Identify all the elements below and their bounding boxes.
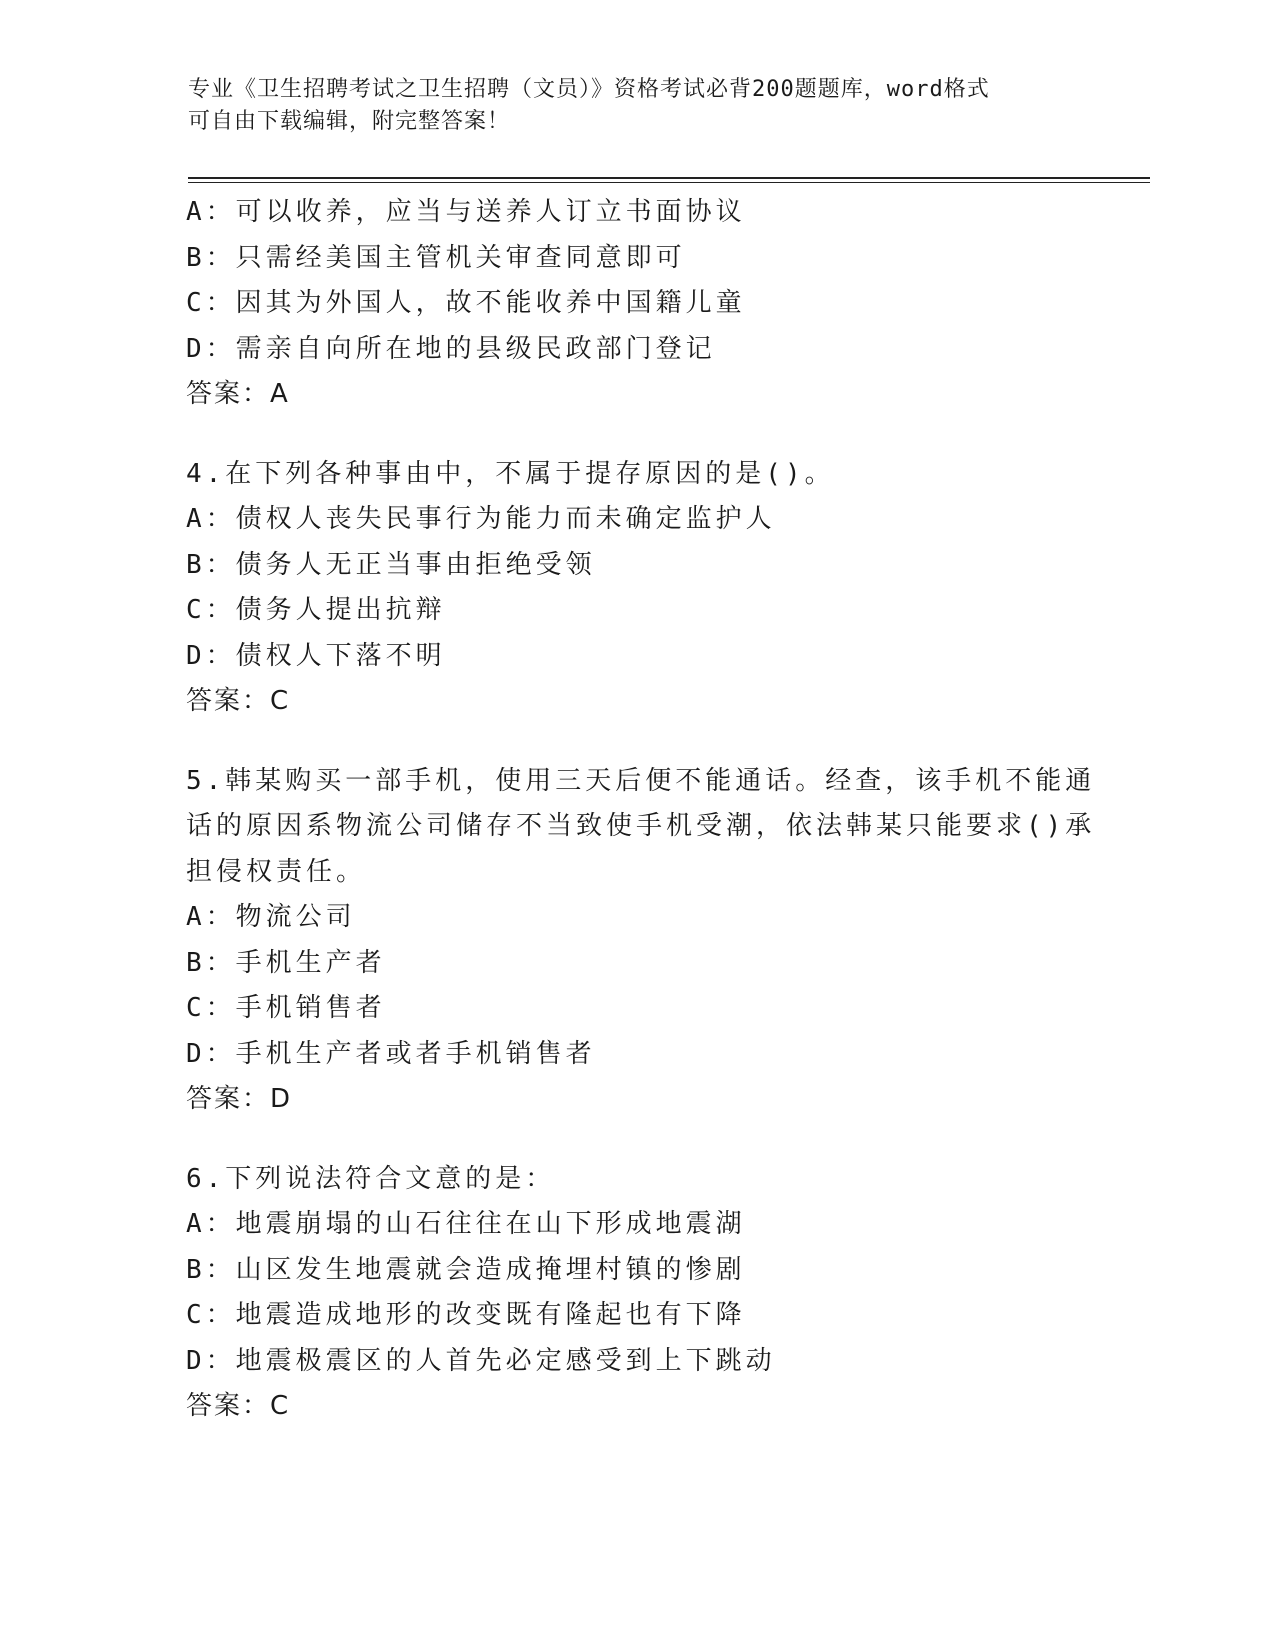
question-stem: 6.下列说法符合文意的是： <box>186 1163 556 1194</box>
option-a: A：可以收养，应当与送养人订立书面协议 <box>186 197 746 227</box>
option-d: D：手机生产者或者手机销售者 <box>186 1038 596 1069</box>
header-title-line-2: 可自由下载编辑，附完整答案！ <box>188 109 511 134</box>
header-title-line-1: 专业《卫生招聘考试之卫生招聘（文员）》资格考试必背200题题库，word格式 <box>188 77 990 102</box>
option-b: B：只需经美国主管机关审查同意即可 <box>186 242 686 273</box>
option-c: C：地震造成地形的改变既有隆起也有下降 <box>186 1300 746 1330</box>
option-a: A：债权人丧失民事行为能力而未确定监护人 <box>186 504 776 534</box>
question-stem-line-2: 话的原因系物流公司储存不当致使手机受潮，依法韩某只能要求()承 <box>186 811 1096 841</box>
question-6 <box>186 1157 1066 1430</box>
option-b: B：手机生产者 <box>186 947 386 978</box>
question-stem-line-1: 5.韩某购买一部手机，使用三天后便不能通话。经查，该手机不能通 <box>186 765 1096 796</box>
question-5 <box>186 759 1096 1123</box>
question-stem-line-3: 担侵权责任。 <box>186 856 367 887</box>
spacer <box>186 418 1066 452</box>
option-a: A：物流公司 <box>186 902 356 932</box>
question-list <box>186 190 1096 1430</box>
option-d: D：地震极震区的人首先必定感受到上下跳动 <box>186 1345 776 1376</box>
document-header <box>188 74 1068 138</box>
answer-line: 答案：C <box>186 686 291 716</box>
question-block-continued <box>186 190 1066 418</box>
option-c: C：手机销售者 <box>186 993 386 1023</box>
answer-line: 答案：C <box>186 1391 291 1421</box>
option-d: D：需亲自向所在地的县级民政部门登记 <box>186 333 716 364</box>
question-stem: 4.在下列各种事由中，不属于提存原因的是()。 <box>186 458 835 489</box>
question-4 <box>186 452 1066 725</box>
option-b: B：山区发生地震就会造成掩埋村镇的惨剧 <box>186 1254 746 1285</box>
header-divider <box>188 177 1150 183</box>
spacer <box>186 1123 1066 1157</box>
option-d: D：债权人下落不明 <box>186 640 446 671</box>
answer-line: 答案：A <box>186 379 290 409</box>
spacer <box>186 725 1066 759</box>
option-c: C：债务人提出抗辩 <box>186 595 446 625</box>
option-b: B：债务人无正当事由拒绝受领 <box>186 549 596 580</box>
answer-line: 答案：D <box>186 1084 293 1114</box>
option-a: A：地震崩塌的山石往往在山下形成地震湖 <box>186 1209 746 1239</box>
option-c: C：因其为外国人，故不能收养中国籍儿童 <box>186 288 746 318</box>
